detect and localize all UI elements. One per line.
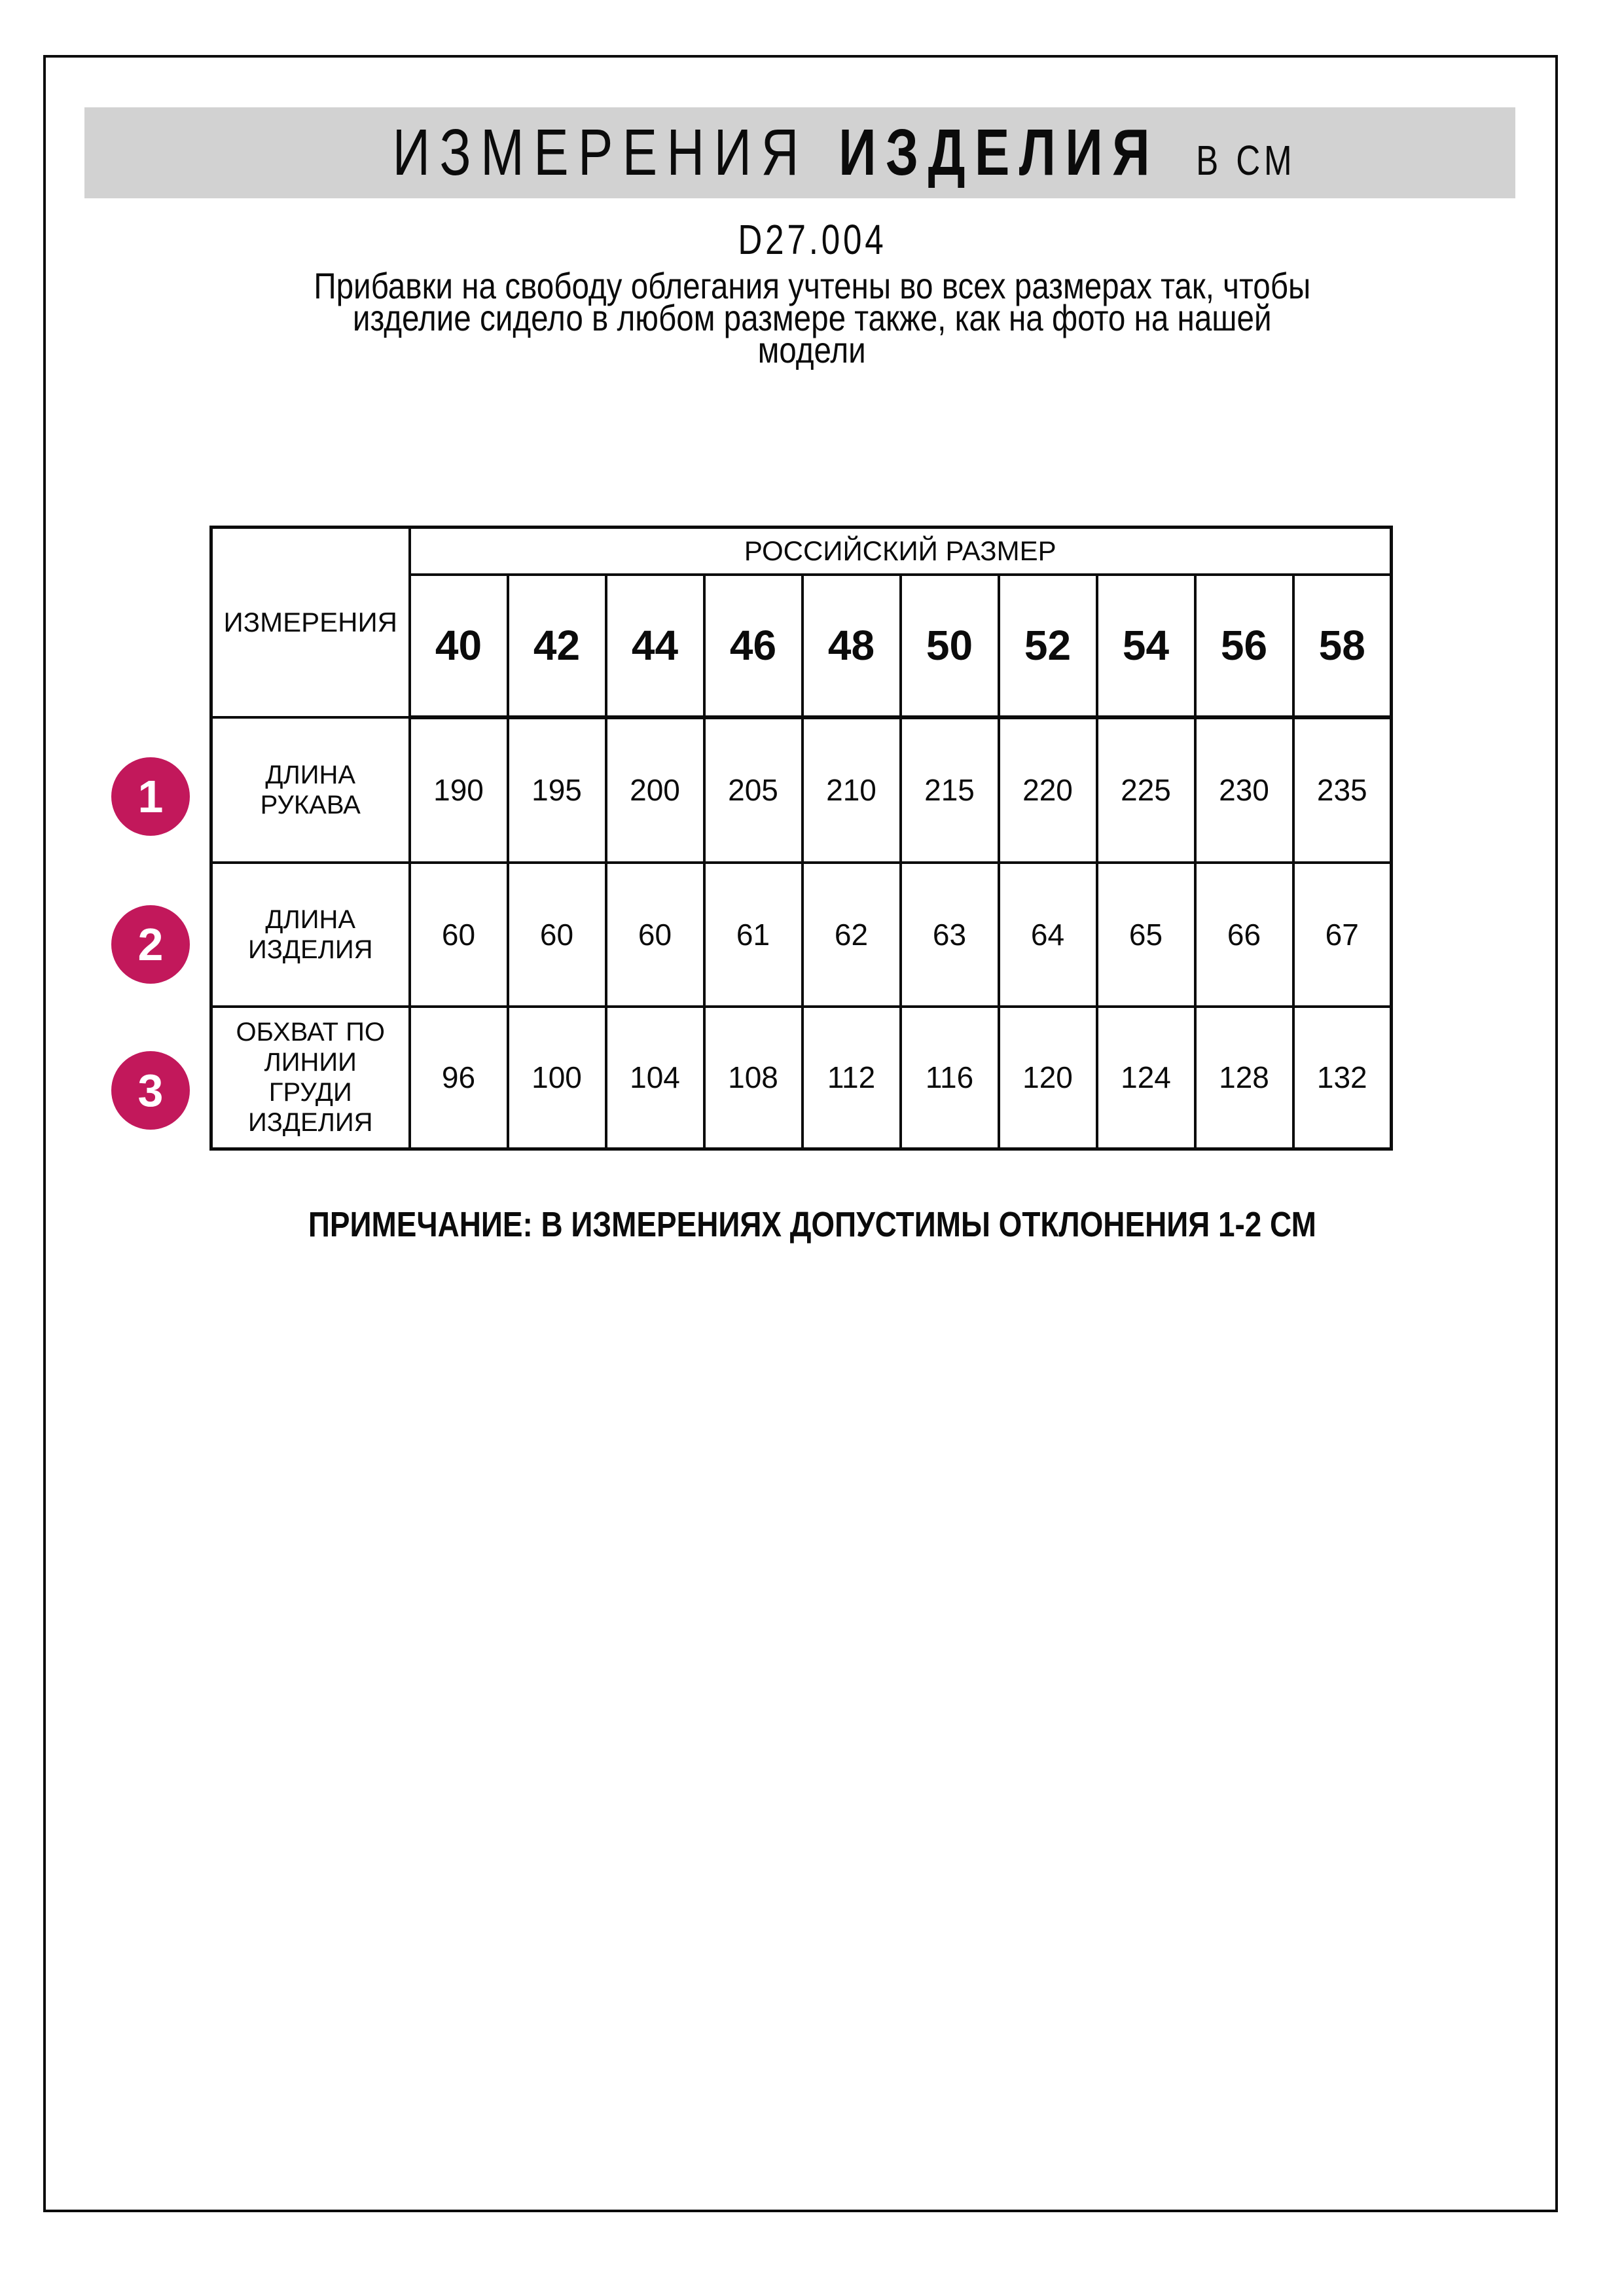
title-word-product: ИЗДЕЛИЯ <box>839 116 1160 189</box>
size-header-cell: 40 <box>410 575 508 717</box>
table-cell: 205 <box>704 717 803 863</box>
intro-line-2: изделие сидело в любом размере также, как на фото на нашей <box>352 297 1272 338</box>
table-cell: 120 <box>999 1007 1097 1149</box>
row-marker-1: 1 <box>111 757 190 836</box>
table-cell: 132 <box>1293 1007 1392 1149</box>
table-cell: 61 <box>704 863 803 1007</box>
table-cell: 210 <box>803 717 901 863</box>
size-header-cell: 56 <box>1195 575 1293 717</box>
table-cell: 64 <box>999 863 1097 1007</box>
table-row-sleeve-length <box>211 717 1392 863</box>
table-cell: 65 <box>1097 863 1195 1007</box>
table-cell: 67 <box>1293 863 1392 1007</box>
size-header-cell: 42 <box>508 575 606 717</box>
table-cell: 128 <box>1195 1007 1293 1149</box>
title-word-measurements: ИЗМЕРЕНИЯ <box>392 116 808 189</box>
table-cell: 225 <box>1097 717 1195 863</box>
table-row-chest-girth <box>211 1007 1392 1149</box>
model-code-line <box>0 216 1624 263</box>
table-cell: 100 <box>508 1007 606 1149</box>
note-text: ПРИМЕЧАНИЕ: В ИЗМЕРЕНИЯХ ДОПУСТИМЫ ОТКЛОНЕНИЯ 1-2 СМ <box>308 1205 1316 1244</box>
row-marker-3: 3 <box>111 1051 190 1130</box>
table-cell: 104 <box>606 1007 704 1149</box>
table-cell: 63 <box>901 863 999 1007</box>
table-cell: 96 <box>410 1007 508 1149</box>
table-cell: 195 <box>508 717 606 863</box>
table-cell: 116 <box>901 1007 999 1149</box>
table-cell: 190 <box>410 717 508 863</box>
table-cell: 66 <box>1195 863 1293 1007</box>
row-label-chest-girth: ОБХВАТ ПО ЛИНИИ ГРУДИ ИЗДЕЛИЯ <box>211 1007 410 1149</box>
intro-line-1: Прибавки на свободу облегания учтены во всех размерах так, чтобы <box>314 265 1310 306</box>
size-header-cell: 58 <box>1293 575 1392 717</box>
table-cell: 62 <box>803 863 901 1007</box>
row-label-product-length: ДЛИНА ИЗДЕЛИЯ <box>211 863 410 1007</box>
table-cell: 60 <box>606 863 704 1007</box>
table-cell: 108 <box>704 1007 803 1149</box>
table-cell: 230 <box>1195 717 1293 863</box>
table-row-product-length <box>211 863 1392 1007</box>
page-title <box>393 107 1297 217</box>
size-header-cell: 48 <box>803 575 901 717</box>
model-code: D27.004 <box>737 216 887 263</box>
table-cell: 60 <box>410 863 508 1007</box>
table-cell: 60 <box>508 863 606 1007</box>
table-cell: 200 <box>606 717 704 863</box>
title-band <box>84 107 1515 198</box>
table-cell: 112 <box>803 1007 901 1149</box>
corner-header-cell: ИЗМЕРЕНИЯ <box>211 528 410 717</box>
row-marker-2: 2 <box>111 905 190 984</box>
row-label-sleeve-length: ДЛИНА РУКАВА <box>211 717 410 863</box>
size-table-wrapper <box>209 526 1393 1151</box>
title-unit-cm: В СМ <box>1196 137 1297 184</box>
size-header-cell: 50 <box>901 575 999 717</box>
size-header-cell: 44 <box>606 575 704 717</box>
table-cell: 220 <box>999 717 1097 863</box>
russian-size-header-cell: РОССИЙСКИЙ РАЗМЕР <box>410 528 1392 575</box>
size-header-cell: 52 <box>999 575 1097 717</box>
size-header-cell: 46 <box>704 575 803 717</box>
note-line <box>0 1204 1624 1245</box>
table-cell: 235 <box>1293 717 1392 863</box>
table-row-group-header <box>211 528 1392 575</box>
table-cell: 124 <box>1097 1007 1195 1149</box>
intro-line-3: модели <box>757 329 867 370</box>
intro-paragraph <box>0 265 1624 370</box>
size-header-cell: 54 <box>1097 575 1195 717</box>
table-cell: 215 <box>901 717 999 863</box>
size-table <box>209 526 1393 1151</box>
